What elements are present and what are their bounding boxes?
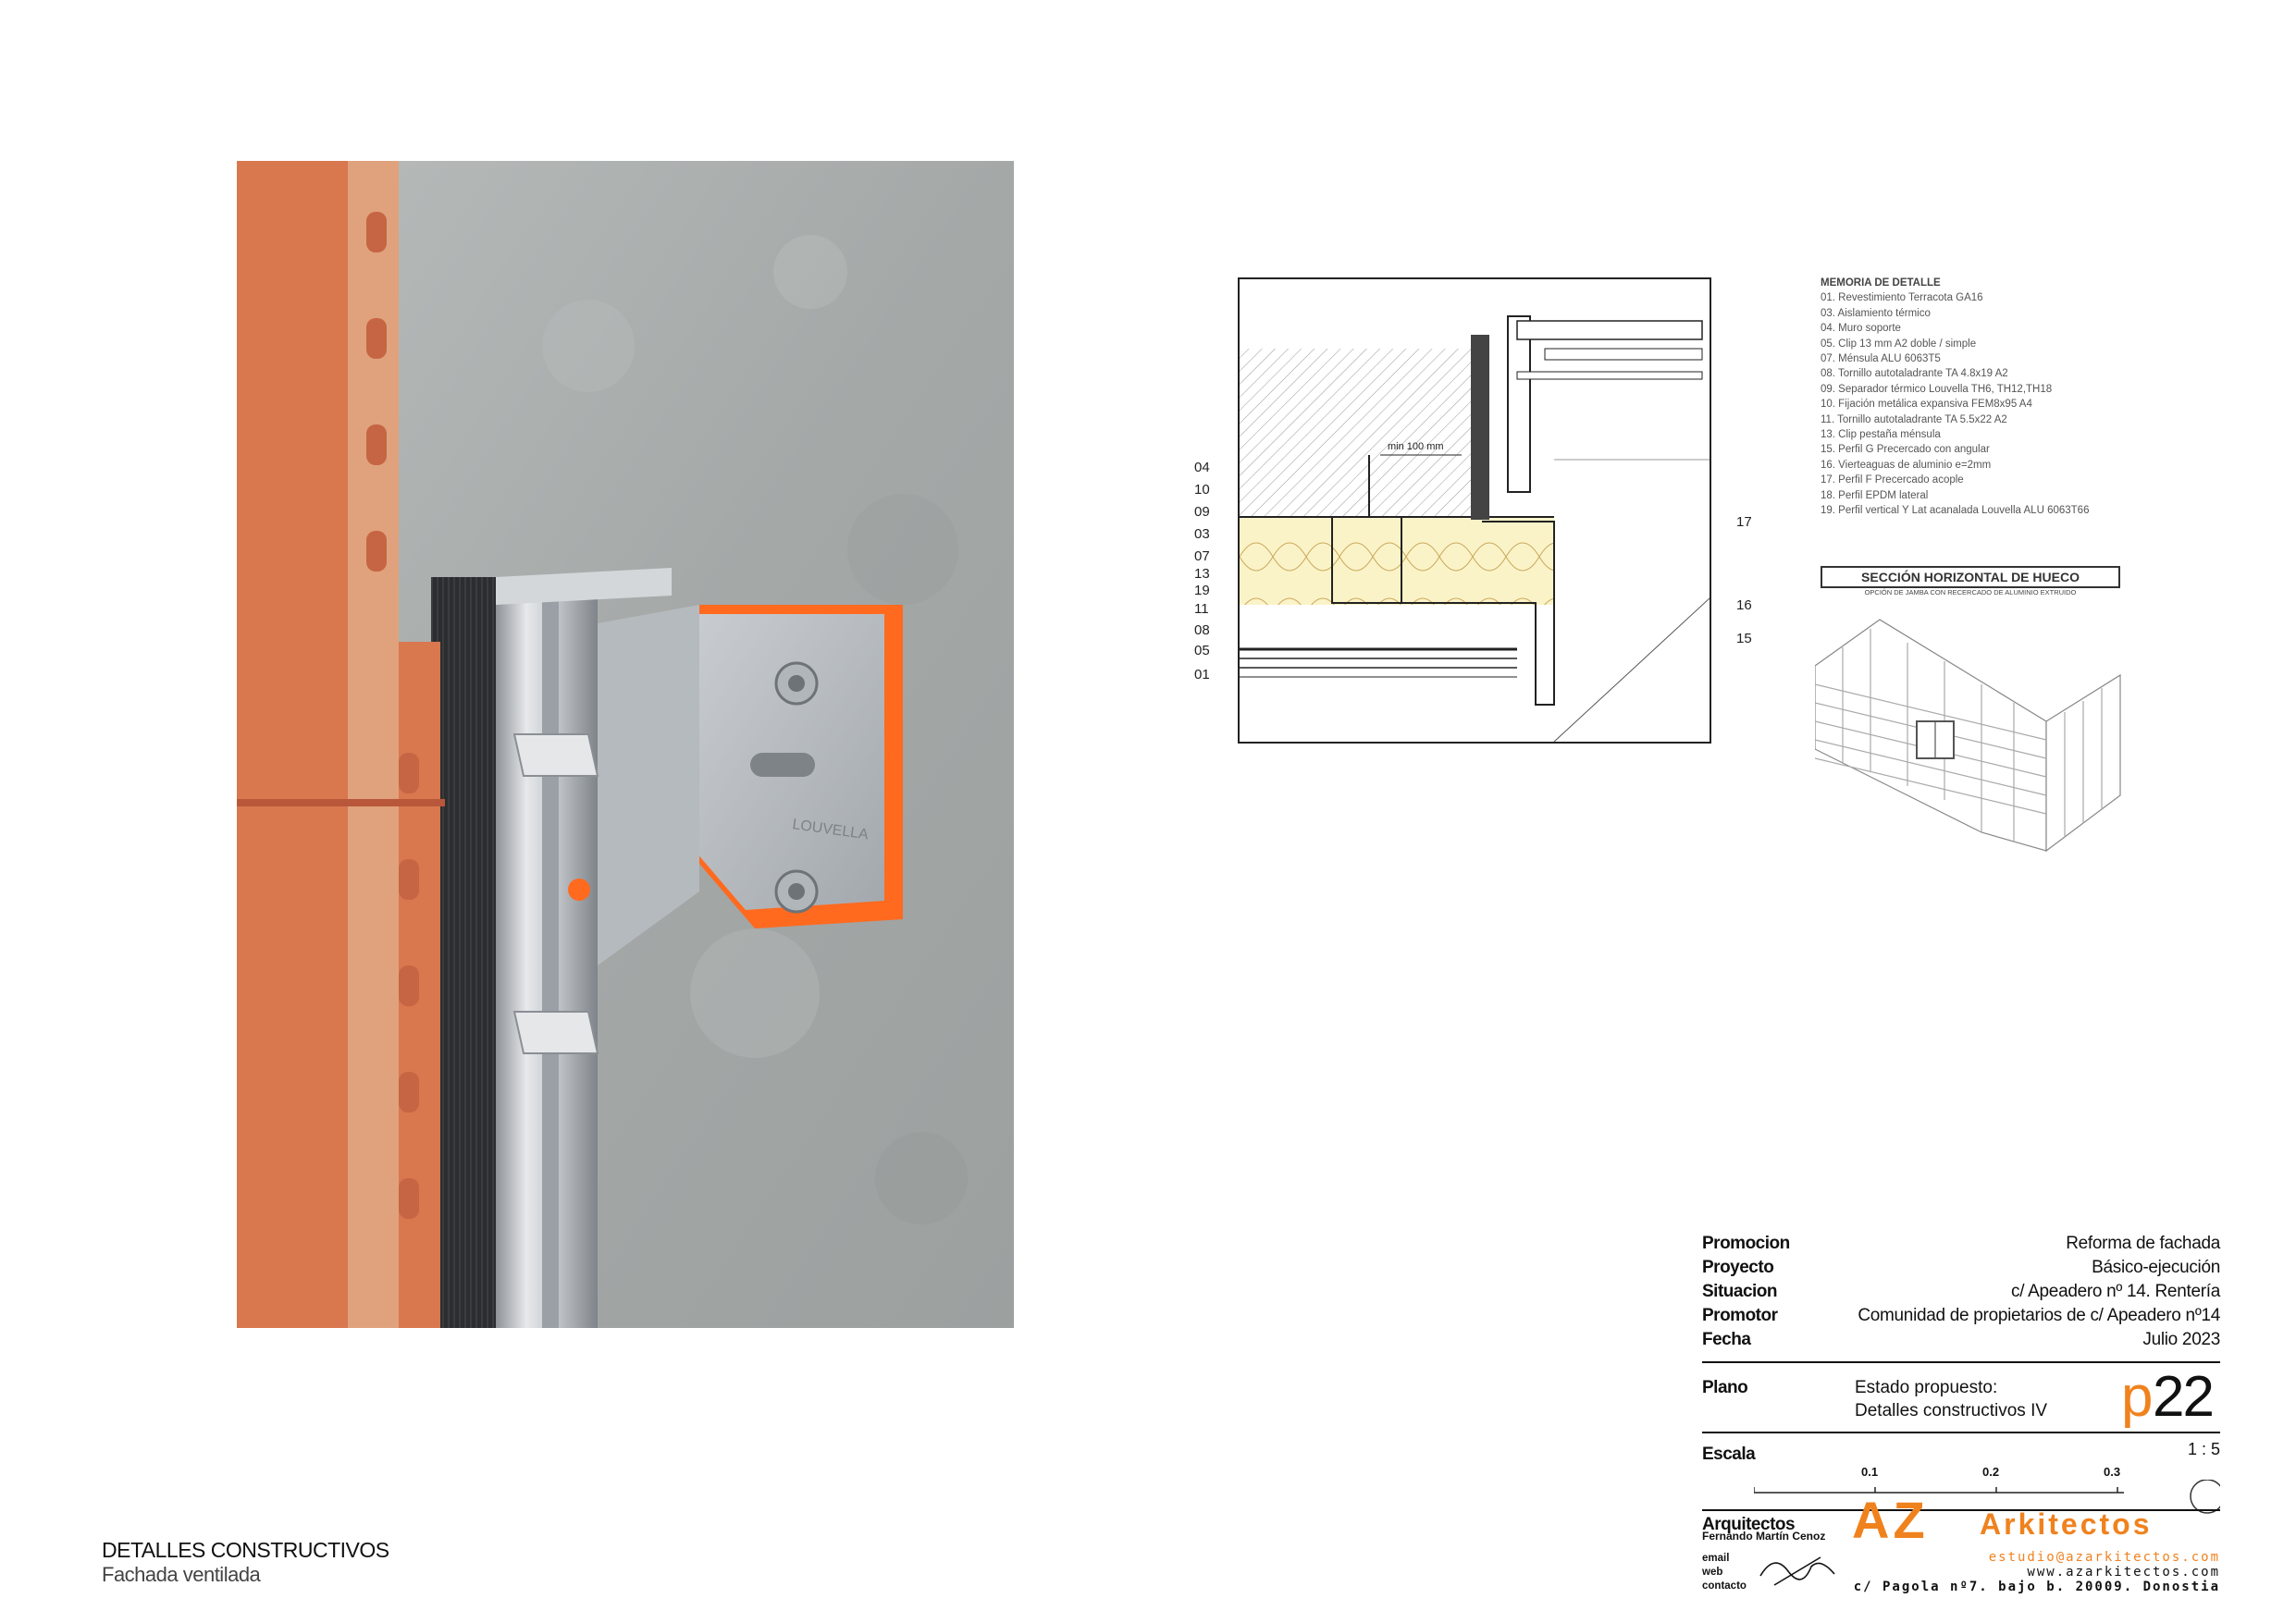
document-title: DETALLES CONSTRUCTIVOS xyxy=(102,1538,389,1562)
escala-label: Escala xyxy=(1702,1445,1756,1464)
signature xyxy=(1756,1548,1839,1590)
callout-09: 09 xyxy=(1194,504,1210,520)
callout-11: 11 xyxy=(1194,601,1209,617)
promocion-value: Reforma de fachada xyxy=(2066,1234,2220,1253)
scale-tick: 0.3 xyxy=(2104,1465,2121,1479)
callout-04: 04 xyxy=(1194,460,1210,475)
email-label: email xyxy=(1702,1553,1730,1564)
promotor-label: Promotor xyxy=(1702,1306,1778,1325)
plano-label: Plano xyxy=(1702,1378,1748,1397)
callout-03: 03 xyxy=(1194,526,1210,542)
scale-ratio: 1 : 5 xyxy=(2187,1440,2220,1458)
fecha-label: Fecha xyxy=(1702,1330,1751,1349)
facade-render-image xyxy=(237,161,1014,1328)
memoria-item: 11. Tornillo autotaladrante TA 5.5x22 A2 xyxy=(1821,413,2007,425)
dimension-label: min 100 mm xyxy=(1388,441,1444,452)
memoria-item: 16. Vierteaguas de aluminio e=2mm xyxy=(1821,459,1992,471)
callout-15: 15 xyxy=(1736,631,1752,646)
memoria-item: 01. Revestimiento Terracota GA16 xyxy=(1821,292,1983,304)
memoria-item: 07. Ménsula ALU 6063T5 xyxy=(1821,353,1941,365)
contacto-label: contacto xyxy=(1702,1580,1747,1592)
document-subtitle: Fachada ventilada xyxy=(102,1563,261,1586)
divider xyxy=(1702,1432,2220,1433)
callout-17: 17 xyxy=(1736,514,1752,530)
sheet-prefix: p xyxy=(2121,1365,2152,1429)
arquitectos-label: Arquitectos xyxy=(1702,1515,1796,1534)
plano-line-1: Estado propuesto: xyxy=(1855,1378,1998,1397)
fecha-value: Julio 2023 xyxy=(2142,1330,2220,1349)
situacion-value: c/ Apeadero nº 14. Rentería xyxy=(2011,1282,2220,1301)
callout-13: 13 xyxy=(1194,566,1210,582)
memoria-title: MEMORIA DE DETALLE xyxy=(1821,277,1941,289)
address-value: c/ Pagola nº7. bajo b. 20009. Donostia xyxy=(1853,1580,2220,1594)
proyecto-label: Proyecto xyxy=(1702,1258,1774,1277)
web-label: web xyxy=(1702,1567,1723,1578)
memoria-item: 18. Perfil EPDM lateral xyxy=(1821,489,1929,501)
memoria-item: 10. Fijación metálica expansiva FEM8x95 A4 xyxy=(1821,399,2032,411)
promocion-label: Promocion xyxy=(1702,1234,1790,1253)
scale-tick: 0.1 xyxy=(1861,1465,1879,1479)
promotor-value: Comunidad de propietarios de c/ Apeadero nº14 xyxy=(1858,1306,2220,1325)
memoria-item: 03. Aislamiento térmico xyxy=(1821,307,1931,319)
plano-value xyxy=(1855,1376,2047,1422)
callout-10: 10 xyxy=(1194,482,1210,498)
email-value[interactable]: estudio@azarkitectos.com xyxy=(1988,1550,2220,1565)
callout-08: 08 xyxy=(1194,622,1210,638)
memoria-de-detalle xyxy=(1821,276,2154,519)
callout-01: 01 xyxy=(1194,667,1210,682)
arkitectos-logo: Arkitectos xyxy=(1980,1507,2153,1541)
scale-tick: 0.2 xyxy=(1982,1465,2000,1479)
hueco-title: SECCIÓN HORIZONTAL DE HUECO xyxy=(1821,566,2120,588)
plano-line-2: Detalles constructivos IV xyxy=(1855,1401,2048,1420)
horizontal-section-drawing xyxy=(1238,277,1711,744)
proyecto-value: Básico-ejecución xyxy=(2092,1258,2220,1277)
memoria-item: 17. Perfil F Precercado acople xyxy=(1821,474,1964,486)
memoria-item: 04. Muro soporte xyxy=(1821,323,1901,335)
divider xyxy=(1702,1361,2220,1363)
clip-brand-label: LOUVELLA xyxy=(791,817,870,843)
sheet-number: 22 xyxy=(2153,1365,2213,1429)
memoria-item: 19. Perfil vertical Y Lat acanalada Louvella ALU 6063T66 xyxy=(1821,505,2090,517)
title-block xyxy=(1702,1230,2220,1600)
arquitecto-name: Fernando Martín Cenoz xyxy=(1702,1530,1826,1543)
hueco-subtitle: OPCIÓN DE JAMBA CON RECERCADO DE ALUMINIO EXTRUIDO xyxy=(1864,588,2077,596)
callout-07: 07 xyxy=(1194,548,1210,564)
callout-16: 16 xyxy=(1736,597,1752,613)
memoria-item: 08. Tornillo autotaladrante TA 4.8x19 A2 xyxy=(1821,368,2008,380)
callout-05: 05 xyxy=(1194,643,1210,658)
isometric-facade-sketch xyxy=(1815,610,2129,879)
web-value[interactable]: www.azarkitectos.com xyxy=(2027,1565,2220,1580)
callout-19: 19 xyxy=(1194,583,1210,598)
az-logo: AZ xyxy=(1852,1491,1929,1549)
memoria-item: 13. Clip pestaña ménsula xyxy=(1821,429,1941,441)
memoria-item: 05. Clip 13 mm A2 doble / simple xyxy=(1821,338,1977,350)
memoria-item: 09. Separador térmico Louvella TH6, TH12,TH18 xyxy=(1821,383,2053,395)
situacion-label: Situacion xyxy=(1702,1282,1778,1301)
memoria-item: 15. Perfil G Precercado con angular xyxy=(1821,444,1990,456)
